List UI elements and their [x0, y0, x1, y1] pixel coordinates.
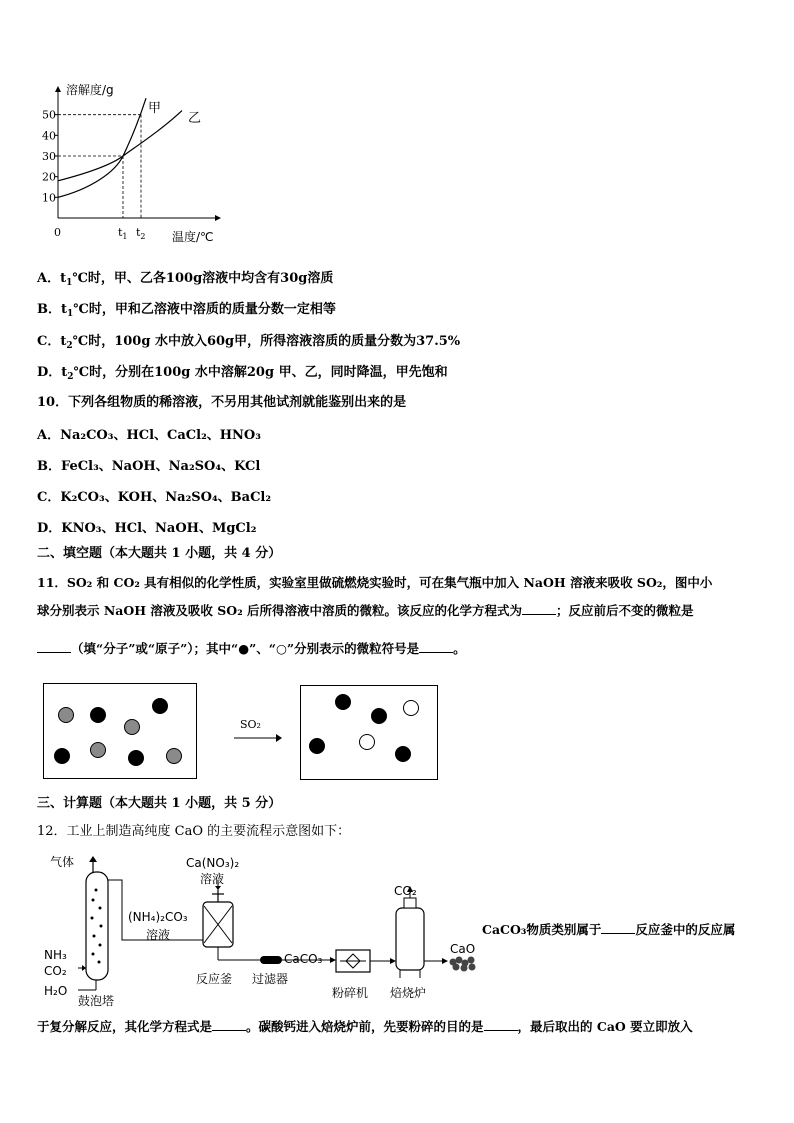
- q12-side-text-a: CaCO₃物质类别属于: [482, 922, 602, 937]
- series-yi-label: 乙: [188, 111, 202, 126]
- black-particle: [128, 750, 144, 766]
- option-prefix: C．t: [37, 334, 67, 349]
- option-text: ℃时，分别在100g 水中溶解20g 甲、乙，同时降温，甲先饱和: [73, 365, 448, 380]
- label-ca-no3: Ca(NO₃)₂: [186, 856, 240, 870]
- q10-option-a: A．Na₂CO₃、HCl、CaCl₂、HNO₃: [37, 428, 261, 443]
- black-particle: [54, 748, 70, 764]
- option-subscript: 2: [67, 372, 74, 382]
- black-particle: [309, 738, 325, 754]
- question-12-stem: 12．工业上制造高纯度 CaO 的主要流程示意图如下：: [37, 824, 351, 839]
- label-caco3: CaCO₃: [284, 952, 323, 966]
- q12-last-line: [37, 1018, 693, 1036]
- q12-blank-purpose[interactable]: [484, 1018, 518, 1031]
- white-particle: [403, 700, 419, 716]
- label-nh3: NH₃: [44, 948, 67, 962]
- label-tower: 鼓泡塔: [78, 994, 115, 1008]
- y-tick-label: 20: [42, 170, 56, 184]
- y-axis-arrow: [55, 86, 61, 92]
- label-nh4co3: (NH₄)₂CO₃: [128, 910, 188, 924]
- q9-option-b: [37, 301, 336, 323]
- y-tick-label: 50: [42, 108, 56, 122]
- y-tick-label: 40: [42, 129, 56, 143]
- label-reactor: 反应釜: [196, 972, 233, 986]
- option-text: ℃时，100g 水中放入60g甲，所得溶液溶质的质量分数为37.5%: [72, 334, 461, 349]
- label-co2-out: CO₂: [394, 884, 417, 898]
- series-yi-line: [58, 111, 182, 181]
- x-axis-label: 温度/℃: [172, 230, 214, 244]
- x-tick-label: $t_2$: [136, 226, 146, 241]
- q11-blank-particle[interactable]: [37, 640, 71, 653]
- grey-particle: [124, 719, 140, 735]
- x-axis-arrow: [215, 215, 221, 221]
- x-tick-subscript: 1: [122, 232, 128, 241]
- label-solution-2: 溶液: [146, 928, 171, 942]
- before-reaction-box: [43, 683, 197, 779]
- option-prefix: B．t: [37, 302, 67, 317]
- q10-option-c: C．K₂CO₃、KOH、Na₂SO₄、BaCl₂: [37, 490, 272, 505]
- option-text: ℃时，甲和乙溶液中溶质的质量分数一定相等: [73, 302, 336, 317]
- black-particle: [371, 708, 387, 724]
- section-3-heading: 三、计算题（本大题共 1 小题，共 5 分）: [37, 796, 282, 811]
- question-11-line1: 11．SO₂ 和 CO₂ 具有相似的化学性质，实验室里做硫燃烧实验时，可在集气瓶中加入 NaOH 溶液来吸收 SO₂，图中小: [37, 575, 713, 590]
- q9-option-c: [37, 333, 460, 355]
- y-tick-label: 30: [42, 150, 56, 163]
- label-cao: CaO: [450, 942, 476, 956]
- black-particle: [335, 694, 351, 710]
- x-tick-subscript: 2: [140, 232, 146, 241]
- label-crusher: 粉碎机: [332, 986, 369, 1000]
- y-tick-label: 10: [42, 191, 56, 205]
- label-h2o: H₂O: [44, 984, 68, 998]
- arrow-label-so2: SO₂: [240, 718, 261, 731]
- white-particle: [359, 734, 375, 750]
- solubility-chart: [30, 78, 230, 248]
- label-gas: 气体: [50, 855, 75, 869]
- black-particle: [152, 698, 168, 714]
- question-10-stem: 10．下列各组物质的稀溶液，不另用其他试剂就能鉴别出来的是: [37, 395, 407, 410]
- q11-line3-text: （填“分子”或“原子”）；其中“●”、“○”分别表示的微粒符号是: [71, 641, 420, 656]
- option-text: ℃时，甲、乙各100g溶液中均含有30g溶质: [72, 271, 334, 286]
- label-solution-1: 溶液: [200, 872, 225, 886]
- grey-particle: [166, 748, 182, 764]
- option-prefix: A．t: [37, 271, 67, 286]
- label-filter: 过滤器: [252, 972, 289, 986]
- option-subscript: 2: [66, 341, 73, 351]
- label-furnace: 焙烧炉: [390, 986, 427, 1000]
- q11-line2-text: 球分别表示 NaOH 溶液及吸收 SO₂ 后所得溶液中溶质的微粒。该反应的化学方程式为: [37, 603, 523, 618]
- y-axis-label: 溶解度/g: [66, 83, 114, 97]
- q11-line3-tail: 。: [453, 641, 466, 656]
- question-11-line2: [37, 602, 694, 620]
- option-subscript: 1: [66, 278, 73, 288]
- after-reaction-box: [300, 685, 438, 780]
- q11-blank-symbols[interactable]: [419, 640, 453, 653]
- label-co2-in: CO₂: [44, 964, 67, 978]
- q12-side-text-b: 反应釜中的反应属: [635, 922, 736, 937]
- q9-option-a: [37, 270, 333, 292]
- q12-blank-equation[interactable]: [212, 1018, 246, 1031]
- grey-particle: [90, 742, 106, 758]
- q12-side-text: [482, 920, 735, 938]
- grey-particle: [58, 707, 74, 723]
- q12-last-b: 。碳酸钙进入焙烧炉前，先要粉碎的目的是: [246, 1019, 484, 1034]
- origin-label: 0: [54, 226, 61, 239]
- section-2-heading: 二、填空题（本大题共 1 小题，共 4 分）: [37, 546, 282, 561]
- x-tick-label: $t_1$: [118, 226, 128, 241]
- q11-line2-tail: ；反应前后不变的微粒是: [556, 603, 694, 618]
- black-particle: [395, 746, 411, 762]
- question-11-line3: [37, 640, 466, 658]
- q11-blank-equation[interactable]: [522, 602, 556, 615]
- q12-last-a: 于复分解反应，其化学方程式是: [37, 1019, 213, 1034]
- series-jia-line: [58, 98, 146, 197]
- option-subscript: 1: [67, 309, 74, 319]
- q10-option-b: B．FeCl₃、NaOH、Na₂SO₄、KCl: [37, 459, 261, 474]
- option-prefix: D．t: [37, 365, 68, 380]
- q12-last-c: ，最后取出的 CaO 要立即放入: [517, 1019, 693, 1034]
- q10-option-d: D．KNO₃、HCl、NaOH、MgCl₂: [37, 521, 257, 536]
- series-jia-label: 甲: [148, 101, 162, 116]
- q9-option-d: [37, 364, 448, 386]
- black-particle: [90, 707, 106, 723]
- q12-blank-category[interactable]: [601, 921, 635, 934]
